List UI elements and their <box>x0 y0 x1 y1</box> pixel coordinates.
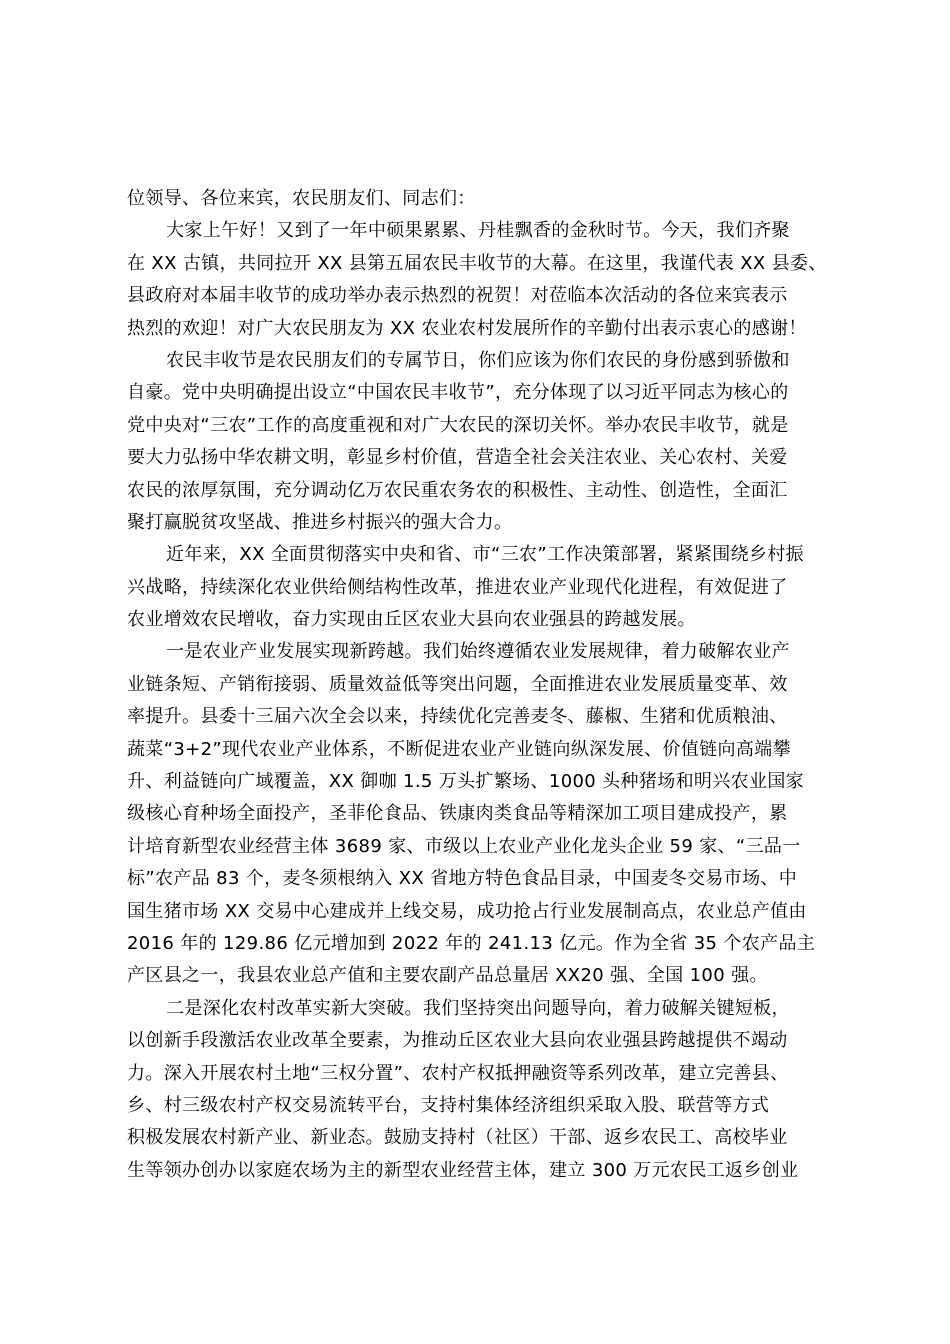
text-line: 党中央对“三农”工作的高度重视和对广大农民的深切关怀。举办农民丰收节，就是 <box>127 414 789 436</box>
text-line: 农民丰收节是农民朋友们的专属节日，你们应该为你们农民的身份感到骄傲和 <box>166 349 790 371</box>
text-line: 力。深入开展农村土地“三权分置”、农村产权抵押融资等系列改革，建立完善县、 <box>127 1062 789 1084</box>
text-line: 生等领办创办以家庭农场为主的新型农业经营主体，建立 300 万元农民工返乡创业 <box>127 1159 799 1181</box>
text-line: 二是深化农村改革实新大突破。我们坚持突出问题导向，着力破解关键短板， <box>166 997 790 1019</box>
text-line: 产区县之一，我县农业总产值和主要农副产品总量居 XX20 强、全国 100 强。 <box>127 965 768 987</box>
text-line: 一是农业产业发展实现新跨越。我们始终遵循农业发展规律，着力破解农业产 <box>166 641 790 663</box>
text-line: 级核心育种场全面投产，圣菲伦食品、铁康肉类食品等精深加工项目建成投产，累 <box>127 803 788 825</box>
text-line: 要大力弘扬中华农耕文明，彰显乡村价值，营造全社会关注农业、关心农村、关爱 <box>127 447 788 469</box>
text-line: 农业增效农民增收，奋力实现由丘区农业大县向农业强县的跨越发展。 <box>127 609 696 631</box>
text-line: 兴战略，持续深化农业供给侧结构性改革，推进农业产业现代化进程，有效促进了 <box>127 576 788 598</box>
text-line: 率提升。县委十三届六次全会以来，持续优化完善麦冬、藤椒、生猪和优质粮油、 <box>127 706 788 728</box>
text-line: 标”农产品 83 个，麦冬须根纳入 XX 省地方特色食品目录，中国麦冬交易市场、中 <box>127 868 798 890</box>
text-line: 业链条短、产销衔接弱、质量效益低等突出问题，全面推进农业发展质量变革、效 <box>127 673 788 695</box>
salutation-line: 位领导、各位来宾，农民朋友们、同志们： <box>127 188 476 209</box>
text-line: 县政府对本届丰收节的成功举办表示热烈的祝贺！对莅临本次活动的各位来宾表示 <box>127 285 788 307</box>
text-line: 在 XX 古镇，共同拉开 XX 县第五届农民丰收节的大幕。在这里，我谨代表 XX 县委、 <box>127 252 827 274</box>
text-line: 近年来，XX 全面贯彻落实中央和省、市“三农”工作决策部署，紧紧围绕乡村振 <box>166 544 804 566</box>
text-line: 热烈的欢迎！对广大农民朋友为 XX 农业农村发展所作的辛勤付出表示衷心的感谢！ <box>127 317 807 339</box>
text-line: 2016 年的 129.86 亿元增加到 2022 年的 241.13 亿元。作为全省 35 个农产品主 <box>127 932 816 954</box>
text-line: 蔬菜“3+2”现代农业产业体系，不断促进农业产业链向纵深发展、价值链向高端攀 <box>127 738 791 760</box>
text-line: 农民的浓厚氛围，充分调动亿万农民重农务农的积极性、主动性、创造性，全面汇 <box>127 479 788 501</box>
text-line: 乡、村三级农村产权交易流转平台，支持村集体经济组织采取入股、联营等方式 <box>127 1094 770 1116</box>
text-line: 积极发展农村新产业、新业态。鼓励支持村（社区）干部、返乡农民工、高校毕业 <box>127 1127 788 1149</box>
text-line: 以创新手段激活农业改革全要素，为推动丘区农业大县向农业强县跨越提供不竭动 <box>127 1030 788 1052</box>
text-line: 计培育新型农业经营主体 3689 家、市级以上农业产业化龙头企业 59 家、“三品一 <box>127 835 801 857</box>
text-line: 国生猪市场 XX 交易中心建成并上线交易，成功抢占行业发展制高点，农业总产值由 <box>127 900 807 922</box>
text-line: 大家上午好！又到了一年中硕果累累、丹桂飘香的金秋时节。今天，我们齐聚 <box>166 220 790 242</box>
text-line: 聚打赢脱贫攻坚战、推进乡村振兴的强大合力。 <box>127 511 513 533</box>
speech-body <box>127 183 833 1187</box>
text-line: 自豪。党中央明确提出设立“中国农民丰收节”，充分体现了以习近平同志为核心的 <box>127 382 789 404</box>
text-line: 升、利益链向广域覆盖，XX 御咖 1.5 万头扩繁场、1000 头种猪场和明兴农业国家 <box>127 771 805 793</box>
